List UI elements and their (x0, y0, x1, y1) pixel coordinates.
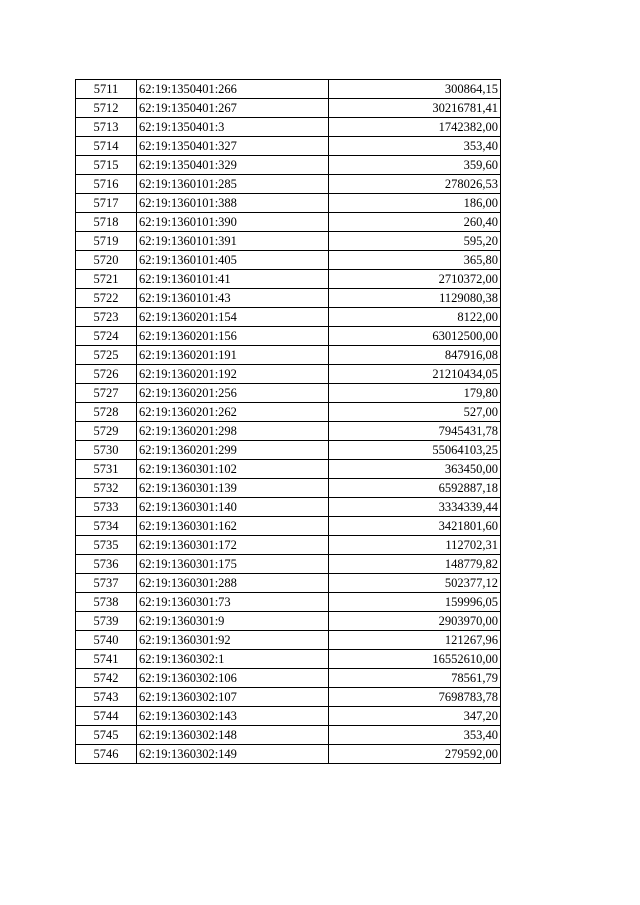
cadastral-value-cell: 63012500,00 (329, 327, 501, 346)
row-number-cell: 5739 (76, 612, 137, 631)
cadastral-value-cell: 260,40 (329, 213, 501, 232)
cadastral-value-table (75, 79, 501, 764)
cadastral-value-cell: 1742382,00 (329, 118, 501, 137)
cadastral-value-cell: 30216781,41 (329, 99, 501, 118)
row-number-cell: 5718 (76, 213, 137, 232)
cadastral-value-cell: 353,40 (329, 137, 501, 156)
row-number-cell: 5712 (76, 99, 137, 118)
cadastral-number-cell: 62:19:1360301:162 (137, 517, 329, 536)
cadastral-value-cell: 278026,53 (329, 175, 501, 194)
cadastral-value-cell: 279592,00 (329, 745, 501, 764)
cadastral-number-cell: 62:19:1360101:388 (137, 194, 329, 213)
table-row (76, 479, 501, 498)
cadastral-value-cell: 3421801,60 (329, 517, 501, 536)
row-number-cell: 5744 (76, 707, 137, 726)
row-number-cell: 5716 (76, 175, 137, 194)
table-row (76, 327, 501, 346)
row-number-cell: 5719 (76, 232, 137, 251)
cadastral-value-cell: 6592887,18 (329, 479, 501, 498)
row-number-cell: 5727 (76, 384, 137, 403)
cadastral-value-cell: 148779,82 (329, 555, 501, 574)
cadastral-number-cell: 62:19:1360201:154 (137, 308, 329, 327)
row-number-cell: 5717 (76, 194, 137, 213)
table-row (76, 403, 501, 422)
table-row (76, 574, 501, 593)
cadastral-value-cell: 159996,05 (329, 593, 501, 612)
cadastral-value-cell: 502377,12 (329, 574, 501, 593)
table-row (76, 726, 501, 745)
cadastral-number-cell: 62:19:1350401:3 (137, 118, 329, 137)
cadastral-value-cell: 8122,00 (329, 308, 501, 327)
cadastral-value-cell: 847916,08 (329, 346, 501, 365)
table-row (76, 365, 501, 384)
cadastral-number-cell: 62:19:1360302:107 (137, 688, 329, 707)
cadastral-number-cell: 62:19:1360201:191 (137, 346, 329, 365)
cadastral-number-cell: 62:19:1360301:73 (137, 593, 329, 612)
cadastral-value-cell: 527,00 (329, 403, 501, 422)
table-row (76, 650, 501, 669)
table-body (76, 80, 501, 764)
cadastral-number-cell: 62:19:1360101:390 (137, 213, 329, 232)
cadastral-number-cell: 62:19:1350401:267 (137, 99, 329, 118)
table-row (76, 612, 501, 631)
cadastral-number-cell: 62:19:1360302:149 (137, 745, 329, 764)
table-row (76, 536, 501, 555)
cadastral-number-cell: 62:19:1360201:299 (137, 441, 329, 460)
cadastral-number-cell: 62:19:1360301:92 (137, 631, 329, 650)
row-number-cell: 5724 (76, 327, 137, 346)
row-number-cell: 5736 (76, 555, 137, 574)
cadastral-value-cell: 186,00 (329, 194, 501, 213)
table-row (76, 99, 501, 118)
row-number-cell: 5720 (76, 251, 137, 270)
cadastral-number-cell: 62:19:1360301:140 (137, 498, 329, 517)
row-number-cell: 5746 (76, 745, 137, 764)
cadastral-value-cell: 363450,00 (329, 460, 501, 479)
cadastral-value-cell: 595,20 (329, 232, 501, 251)
row-number-cell: 5722 (76, 289, 137, 308)
cadastral-number-cell: 62:19:1360201:156 (137, 327, 329, 346)
row-number-cell: 5741 (76, 650, 137, 669)
cadastral-value-cell: 365,80 (329, 251, 501, 270)
cadastral-value-cell: 21210434,05 (329, 365, 501, 384)
cadastral-number-cell: 62:19:1360302:106 (137, 669, 329, 688)
table-row (76, 707, 501, 726)
row-number-cell: 5729 (76, 422, 137, 441)
cadastral-value-cell: 16552610,00 (329, 650, 501, 669)
table-row (76, 688, 501, 707)
row-number-cell: 5715 (76, 156, 137, 175)
row-number-cell: 5737 (76, 574, 137, 593)
table-row (76, 80, 501, 99)
table-row (76, 213, 501, 232)
row-number-cell: 5742 (76, 669, 137, 688)
cadastral-number-cell: 62:19:1360201:262 (137, 403, 329, 422)
table-row (76, 517, 501, 536)
table-row (76, 194, 501, 213)
row-number-cell: 5732 (76, 479, 137, 498)
table-row (76, 422, 501, 441)
cadastral-number-cell: 62:19:1360101:391 (137, 232, 329, 251)
table-row (76, 631, 501, 650)
row-number-cell: 5738 (76, 593, 137, 612)
row-number-cell: 5725 (76, 346, 137, 365)
cadastral-value-cell: 2903970,00 (329, 612, 501, 631)
cadastral-number-cell: 62:19:1360101:405 (137, 251, 329, 270)
cadastral-value-cell: 121267,96 (329, 631, 501, 650)
table-row (76, 175, 501, 194)
row-number-cell: 5731 (76, 460, 137, 479)
cadastral-value-cell: 347,20 (329, 707, 501, 726)
cadastral-number-cell: 62:19:1360201:298 (137, 422, 329, 441)
row-number-cell: 5714 (76, 137, 137, 156)
table-row (76, 270, 501, 289)
table-row (76, 441, 501, 460)
cadastral-number-cell: 62:19:1360302:143 (137, 707, 329, 726)
row-number-cell: 5723 (76, 308, 137, 327)
cadastral-value-cell: 2710372,00 (329, 270, 501, 289)
table-row (76, 156, 501, 175)
cadastral-number-cell: 62:19:1360201:256 (137, 384, 329, 403)
table-row (76, 289, 501, 308)
cadastral-value-cell: 353,40 (329, 726, 501, 745)
row-number-cell: 5721 (76, 270, 137, 289)
cadastral-number-cell: 62:19:1350401:327 (137, 137, 329, 156)
row-number-cell: 5735 (76, 536, 137, 555)
cadastral-value-cell: 300864,15 (329, 80, 501, 99)
row-number-cell: 5728 (76, 403, 137, 422)
cadastral-value-cell: 1129080,38 (329, 289, 501, 308)
table-row (76, 745, 501, 764)
cadastral-number-cell: 62:19:1360302:1 (137, 650, 329, 669)
cadastral-value-cell: 3334339,44 (329, 498, 501, 517)
table-row (76, 346, 501, 365)
table-row (76, 384, 501, 403)
table-row (76, 118, 501, 137)
cadastral-value-cell: 78561,79 (329, 669, 501, 688)
table-row (76, 460, 501, 479)
cadastral-number-cell: 62:19:1360301:175 (137, 555, 329, 574)
cadastral-value-cell: 179,80 (329, 384, 501, 403)
cadastral-value-cell: 359,60 (329, 156, 501, 175)
cadastral-number-cell: 62:19:1360301:172 (137, 536, 329, 555)
cadastral-number-cell: 62:19:1360301:139 (137, 479, 329, 498)
table-row (76, 593, 501, 612)
table-row (76, 232, 501, 251)
cadastral-value-cell: 7945431,78 (329, 422, 501, 441)
row-number-cell: 5711 (76, 80, 137, 99)
table-row (76, 498, 501, 517)
table-row (76, 308, 501, 327)
row-number-cell: 5730 (76, 441, 137, 460)
row-number-cell: 5733 (76, 498, 137, 517)
cadastral-number-cell: 62:19:1360201:192 (137, 365, 329, 384)
table-row (76, 251, 501, 270)
row-number-cell: 5713 (76, 118, 137, 137)
row-number-cell: 5740 (76, 631, 137, 650)
table-row (76, 669, 501, 688)
table-row (76, 555, 501, 574)
row-number-cell: 5734 (76, 517, 137, 536)
cadastral-number-cell: 62:19:1350401:329 (137, 156, 329, 175)
cadastral-number-cell: 62:19:1360301:9 (137, 612, 329, 631)
cadastral-value-cell: 55064103,25 (329, 441, 501, 460)
cadastral-number-cell: 62:19:1360101:43 (137, 289, 329, 308)
cadastral-number-cell: 62:19:1360101:41 (137, 270, 329, 289)
row-number-cell: 5743 (76, 688, 137, 707)
row-number-cell: 5726 (76, 365, 137, 384)
cadastral-number-cell: 62:19:1360301:288 (137, 574, 329, 593)
cadastral-value-cell: 112702,31 (329, 536, 501, 555)
cadastral-number-cell: 62:19:1360101:285 (137, 175, 329, 194)
cadastral-number-cell: 62:19:1360301:102 (137, 460, 329, 479)
cadastral-value-cell: 7698783,78 (329, 688, 501, 707)
row-number-cell: 5745 (76, 726, 137, 745)
cadastral-number-cell: 62:19:1350401:266 (137, 80, 329, 99)
table-row (76, 137, 501, 156)
cadastral-number-cell: 62:19:1360302:148 (137, 726, 329, 745)
